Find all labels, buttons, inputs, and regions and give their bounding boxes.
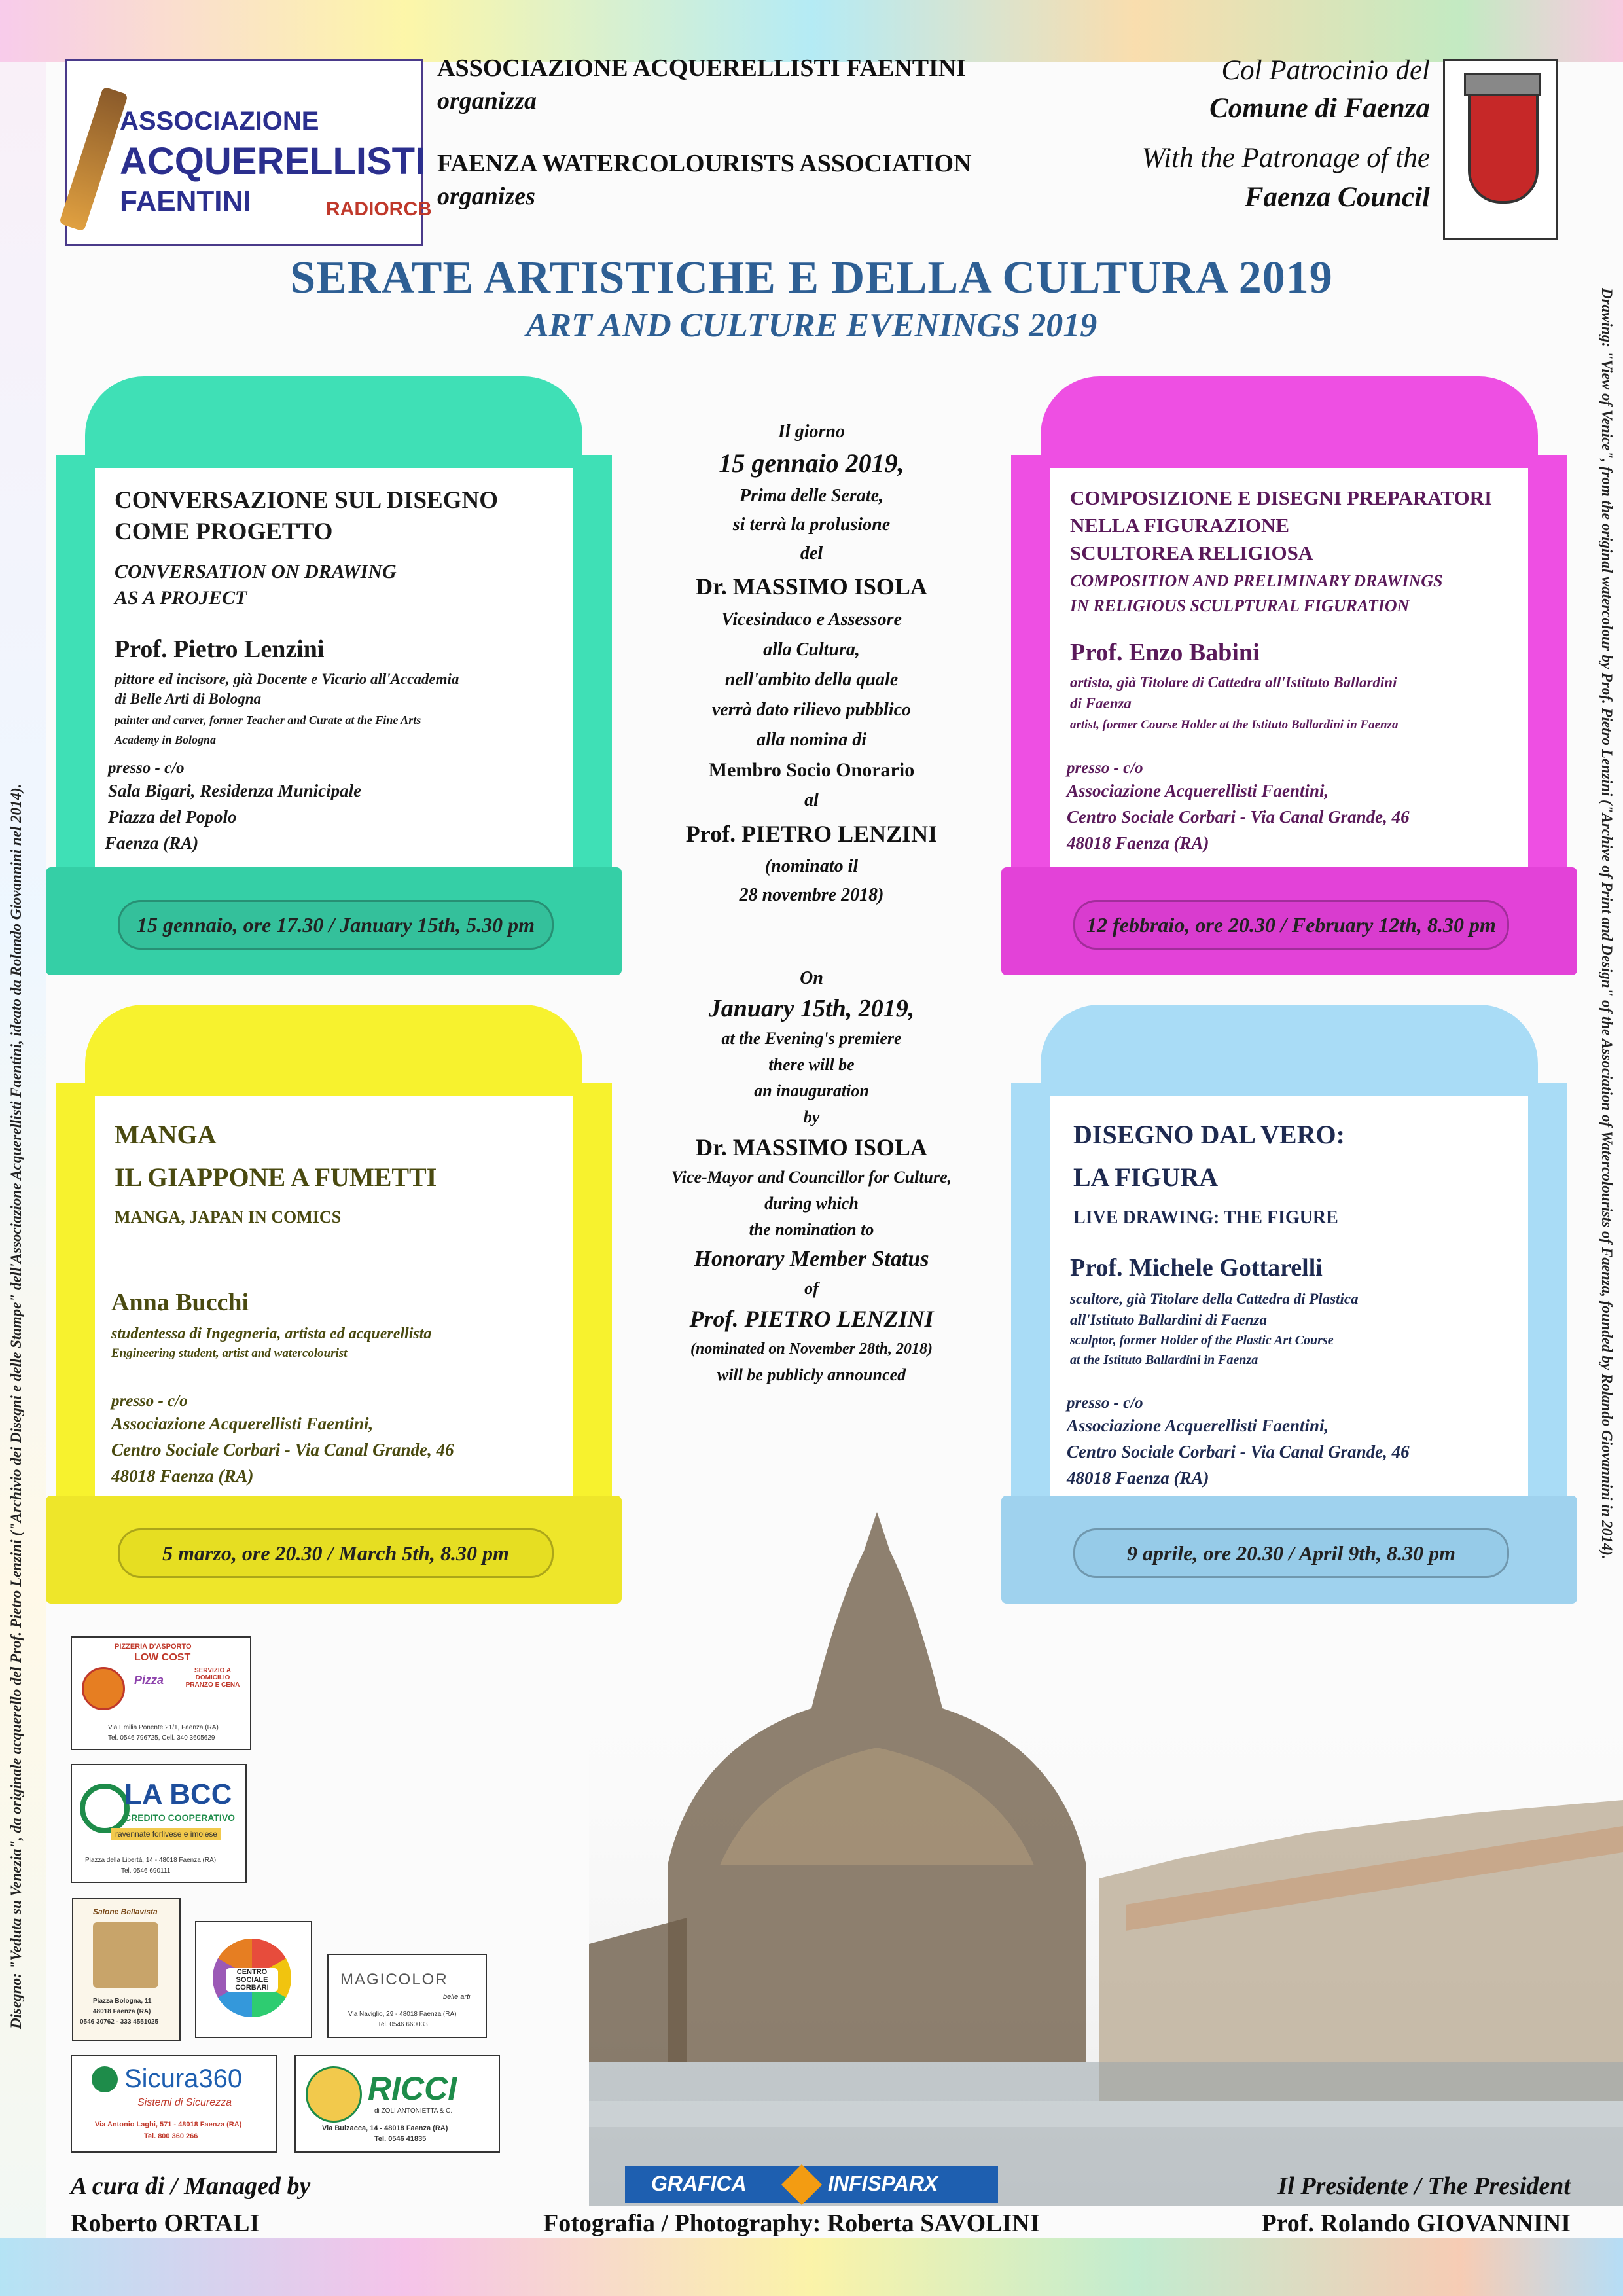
event-2-speaker: Prof. Enzo Babini [1070,639,1260,666]
sponsor-2-phone: Tel. 0546 690111 [121,1867,171,1874]
patronage-it-2: Comune di Faenza [1209,93,1430,124]
event-3-date: 5 marzo, ore 20.30 / March 5th, 8.30 pm [118,1528,554,1578]
center-it-line: 28 novembre 2018) [739,885,884,905]
center-en-line: at the Evening's premiere [721,1029,902,1048]
center-en-line: Dr. MASSIMO ISOLA [696,1134,927,1160]
main-title: SERATE ARTISTICHE E DELLA CULTURA 2019 [290,253,1333,303]
event-4-venue-2: Associazione Acquerellisti Faentini, [1067,1416,1329,1435]
grafica-infisparx-logo [625,2166,998,2203]
center-it-line: 15 gennaio 2019, [719,448,904,478]
event-4-speaker: Prof. Michele Gottarelli [1070,1254,1323,1282]
frame-pillar-right [1528,455,1567,913]
event-frame-1 [46,376,622,975]
assoc-name-en: FAENZA WATERCOLOURISTS ASSOCIATION [437,150,972,177]
event-4-venue-4: 48018 Faenza (RA) [1067,1468,1209,1488]
paintbrush-icon [59,86,128,232]
event-2-title-en-2: IN RELIGIOUS SCULPTURAL FIGURATION [1070,596,1410,615]
event-3-venue-3: Centro Sociale Corbari - Via Canal Grande, 46 [111,1440,454,1460]
side-credit-en: Drawing: "View of Venice", from the original watercolour by Prof. Pietro Lenzini ("Archive of Print and Design" of the Association of Watercolourists of Faenza, founded by Rolando Giovannini in 2014). [1599,288,1615,1560]
event-2-title-en-1: COMPOSITION AND PRELIMINARY DRAWINGS [1070,571,1443,590]
event-3-venue-2: Associazione Acquerellisti Faentini, [111,1414,374,1433]
faenza-crest [1443,59,1558,240]
event-1-venue-2: Sala Bigari, Residenza Municipale [108,781,362,800]
sponsor-2-sub2: ravennate forlivese e imolese [111,1828,221,1840]
grafica-text: GRAFICA [651,2172,747,2195]
event-2-date: 12 febbraio, ore 20.30 / February 12th, 8.30 pm [1073,900,1509,950]
sponsor-6-address: Via Antonio Laghi, 571 - 48018 Faenza (RA) [95,2121,242,2128]
center-en-line: will be publicly announced [717,1365,906,1384]
center-en-line: Prof. PIETRO LENZINI [689,1306,934,1332]
center-en-line: of [804,1279,819,1298]
logo-line-1: ASSOCIAZIONE [120,107,319,135]
event-4-date: 9 aprile, ore 20.30 / April 9th, 8.30 pm [1073,1528,1509,1578]
event-4-title-it-2: LA FIGURA [1073,1162,1219,1192]
center-en-line: the nomination to [749,1220,874,1239]
event-3-title-it-1: MANGA [115,1120,217,1149]
managed-by-name: Roberto ORTALI [71,2210,260,2237]
sponsor-low-cost-pizzeria [71,1636,251,1750]
star-icon [781,2164,822,2205]
pizza-icon [82,1667,125,1710]
center-en-line: Vice-Mayor and Councillor for Culture, [671,1168,952,1187]
center-it-line: del [800,543,823,564]
president-label: Il Presidente / The President [1277,2172,1571,2200]
event-1-title-en-1: CONVERSATION ON DRAWING [115,561,397,583]
event-1-title-it-1: CONVERSAZIONE SUL DISEGNO [115,487,498,514]
event-2-venue-2: Associazione Acquerellisti Faentini, [1067,781,1329,800]
center-it-line: Prima delle Serate, [739,486,884,506]
center-en-line: Honorary Member Status [694,1247,929,1271]
event-1-venue-3: Piazza del Popolo [108,807,237,827]
sponsor-3-name: Salone Bellavista [93,1907,158,1916]
frame-crown [1041,376,1538,475]
center-it-line: Prof. PIETRO LENZINI [685,821,938,847]
bcc-logo-icon [80,1784,130,1833]
sub-title: ART AND CULTURE EVENINGS 2019 [526,307,1097,344]
sponsor-5-address: Via Naviglio, 29 - 48018 Faenza (RA) [348,2011,457,2018]
organizes-text: organizes [437,183,535,210]
event-3-bio-it-1: studentessa di Ingegneria, artista ed acquerellista [111,1325,432,1342]
center-it-line: Il giorno [778,422,845,442]
sponsor-1-phone: Tel. 0546 796725, Cell. 340 3605629 [108,1734,215,1742]
center-it-line: verrà dato rilievo pubblico [711,700,912,720]
event-4-bio-it-1: scultore, già Titolare della Cattedra di Plastica [1070,1291,1359,1307]
sponsor-5-sub: belle arti [443,1993,471,2001]
event-2-title-it-1: COMPOSIZIONE E DISEGNI PREPARATORI [1070,486,1493,509]
organizza-text: organizza [437,87,537,115]
event-1-speaker: Prof. Pietro Lenzini [115,636,325,663]
event-4-title-it-1: DISEGNO DAL VERO: [1073,1120,1345,1149]
sicura-shield-icon [92,2066,118,2092]
sponsor-7-name: RICCI [368,2070,457,2107]
event-2-venue-1: presso - c/o [1067,759,1143,777]
assoc-name-it: ASSOCIAZIONE ACQUERELLISTI FAENTINI [437,54,967,82]
event-frame-2 [1001,376,1577,975]
event-1-date: 15 gennaio, ore 17.30 / January 15th, 5.30 pm [118,900,554,950]
event-frame-3 [46,1005,622,1604]
event-2-venue-3: Centro Sociale Corbari - Via Canal Grande, 46 [1067,807,1410,827]
center-en-line: On [800,968,823,988]
sponsor-1-top: PIZZERIA D'ASPORTO [115,1643,192,1651]
event-1-title-it-2: COME PROGETTO [115,518,333,545]
event-1-bio-en-2: Academy in Bologna [115,733,217,746]
photography-credit: Fotografia / Photography: Roberta SAVOLINI [543,2210,1040,2237]
frame-pillar-left [56,1083,95,1541]
sponsor-2-name: LA BCC [124,1778,232,1810]
center-en-line: by [803,1107,820,1126]
center-it-line: alla nomina di [756,730,867,750]
event-3-speaker: Anna Bucchi [111,1289,249,1316]
sponsor-3-address-2: 48018 Faenza (RA) [93,2008,151,2015]
sponsor-2-address: Piazza della Libertà, 14 - 48018 Faenza (RA) [85,1857,217,1864]
event-4-venue-1: presso - c/o [1067,1394,1143,1412]
ricci-badge-icon [306,2066,362,2123]
sponsor-magicolor [327,1954,487,2038]
event-3-venue-4: 48018 Faenza (RA) [111,1466,254,1486]
frame-crown [85,1005,582,1103]
sponsor-5-name: MAGICOLOR [340,1971,448,1988]
event-4-bio-it-2: all'Istituto Ballardini di Faenza [1070,1312,1267,1328]
center-it-line: si terrà la prolusione [732,514,891,535]
center-it-line: nell'ambito della quale [724,670,899,690]
association-logo [65,59,432,246]
frame-crown [1041,1005,1538,1103]
center-en-line: January 15th, 2019, [708,995,915,1022]
center-it-line: al [804,790,819,810]
event-1-bio-it-2: di Belle Arti di Bologna [115,691,262,707]
event-4-venue-3: Centro Sociale Corbari - Via Canal Grande, 46 [1067,1442,1410,1462]
sponsor-1-pizza: Pizza [134,1674,164,1687]
sponsor-7-address: Via Bulzacca, 14 - 48018 Faenza (RA) [322,2125,448,2132]
radio-logo-text: RADIORCB [326,198,432,220]
event-4-bio-en-1: sculptor, former Holder of the Plastic Art Course [1070,1333,1334,1348]
sponsor-bcc-bank [71,1764,247,1883]
side-credit-it: Disegno: "Veduta su Venezia", da originale acquerello del Prof. Pietro Lenzini ("Archivio dei Disegni e delle Stampe" dell'Associazione Acquerellisti Faentini, ideato da Rolando Giovannini nel 2014). [8,783,24,2029]
salon-picture-icon [93,1922,158,1988]
patronage-en-2: Faenza Council [1244,182,1430,213]
center-it-line: Membro Socio Onorario [708,759,915,781]
event-1-bio-en-1: painter and carver, former Teacher and Curate at the Fine Arts [115,713,421,726]
sponsor-1-name: LOW COST [134,1652,191,1663]
sponsor-sicura360 [71,2055,277,2153]
center-it-line: alla Cultura, [763,639,860,660]
sponsor-salone-bellavista [72,1898,181,2041]
infisparx-text: INFISPARX [828,2172,938,2195]
patronage-en-1: With the Patronage of the [1141,143,1430,173]
frame-pillar-left [1011,455,1050,913]
sponsor-6-phone: Tel. 800 360 266 [144,2132,198,2140]
sponsor-7-sub: di ZOLI ANTONIETTA & C. [374,2108,453,2115]
event-1-bio-it-1: pittore ed incisore, già Docente e Vicario all'Accademia [115,671,459,687]
sponsor-6-name: Sicura360 [124,2064,243,2093]
sponsor-1-address: Via Emilia Ponente 21/1, Faenza (RA) [108,1724,219,1731]
logo-line-2: ACQUERELLISTI [120,140,426,183]
event-2-bio-it-1: artista, già Titolare di Cattedra all'Istituto Ballardini [1070,674,1397,691]
center-announcement-it [641,419,982,910]
event-2-bio-it-2: di Faenza [1070,695,1132,711]
sponsor-5-phone: Tel. 0546 660033 [378,2021,428,2028]
event-4-bio-en-2: at the Istituto Ballardini in Faenza [1070,1353,1258,1367]
venice-watercolour-painting [589,1407,1623,2206]
center-en-line: an inauguration [754,1081,869,1100]
center-en-line: (nominated on November 28th, 2018) [690,1340,933,1357]
center-en-line: during which [764,1194,859,1213]
event-3-title-it-2: IL GIAPPONE A FUMETTI [115,1162,437,1192]
event-1-venue-1: presso - c/o [108,759,185,777]
event-1-venue-4: Faenza (RA) [105,833,199,853]
event-2-venue-4: 48018 Faenza (RA) [1067,833,1209,853]
sponsor-3-address-1: Piazza Bologna, 11 [93,1998,152,2005]
sponsor-7-phone: Tel. 0546 41835 [374,2135,427,2143]
bottom-watercolor-band [0,2238,1623,2296]
sponsor-ricci [294,2055,500,2153]
sponsor-2-sub: CREDITO COOPERATIVO [124,1812,236,1823]
sponsor-6-sub: Sistemi di Sicurezza [137,2097,232,2108]
event-2-title-it-3: SCULTOREA RELIGIOSA [1070,541,1313,564]
sponsor-4-name: CENTRO SOCIALE CORBARI [226,1968,278,1992]
event-1-title-en-2: AS A PROJECT [115,587,247,609]
sponsor-centro-sociale-corbari [195,1921,312,2038]
patronage-it-1: Col Patrocinio del [1221,55,1430,86]
managed-by-label: A cura di / Managed by [71,2172,311,2200]
event-2-bio-en-1: artist, former Course Holder at the Istituto Ballardini in Faenza [1070,718,1399,732]
center-it-line: (nominato il [764,856,859,876]
event-2-title-it-2: NELLA FIGURAZIONE [1070,514,1290,537]
president-name: Prof. Rolando GIOVANNINI [1261,2210,1571,2237]
event-3-title-en-1: MANGA, JAPAN IN COMICS [115,1208,342,1227]
event-3-venue-1: presso - c/o [111,1392,188,1410]
logo-line-3: FAENTINI [120,185,251,217]
frame-pillar-left [56,455,95,913]
sponsor-1-service: SERVIZIO A DOMICILIO PRANZO E CENA [185,1667,240,1689]
frame-crown [85,376,582,475]
coat-of-arms-icon [1468,94,1539,204]
center-it-line: Dr. MASSIMO ISOLA [696,573,927,600]
event-4-title-en-1: LIVE DRAWING: THE FIGURE [1073,1208,1338,1228]
frame-pillar-right [573,455,612,913]
event-3-bio-en-1: Engineering student, artist and watercolourist [111,1346,348,1360]
sponsor-3-phone: 0546 30762 - 333 4551025 [80,2018,159,2026]
center-it-line: Vicesindaco e Assessore [721,609,902,630]
center-announcement-en [628,965,995,1388]
center-en-line: there will be [768,1055,855,1074]
